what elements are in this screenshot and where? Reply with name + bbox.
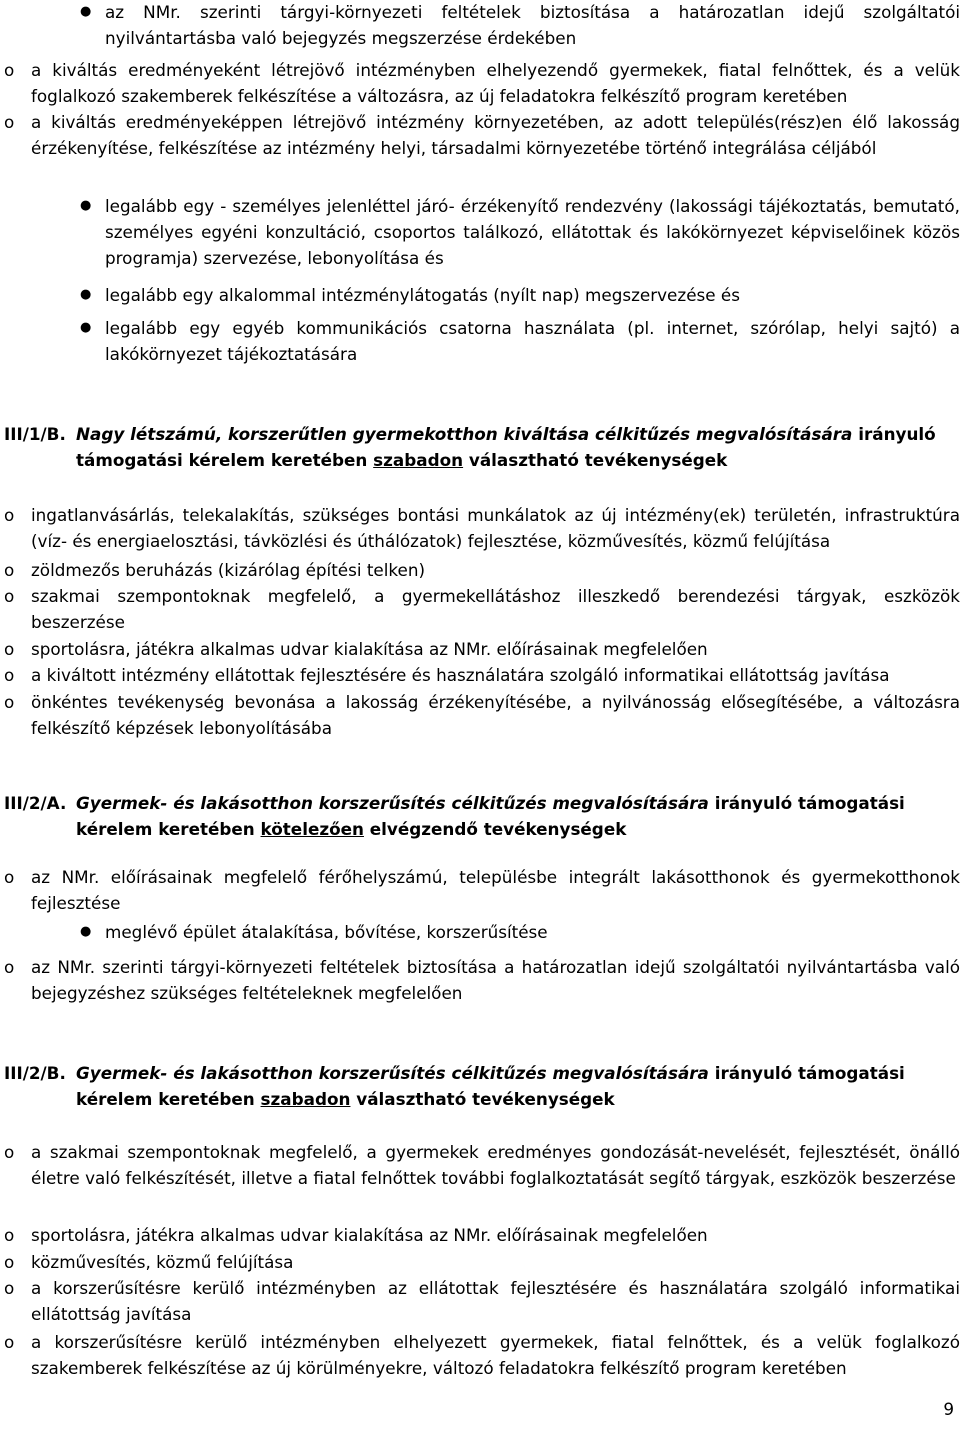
circle-marker: o bbox=[4, 586, 15, 606]
list-item-text: közművesítés, közmű felújítása bbox=[31, 1252, 294, 1272]
bullet-item bbox=[78, 193, 960, 271]
circle-marker: o bbox=[4, 60, 15, 80]
list-item-text: a kiváltott intézmény ellátottak fejlesztésére és használatára szolgáló informatikai ellátottság javítása bbox=[31, 665, 890, 685]
list-item bbox=[4, 557, 960, 583]
circle-marker: o bbox=[4, 1278, 15, 1298]
list-item-text: az NMr. előírásainak megfelelő férőhelyszámú, településbe integrált lakásotthonok és gyermekotthonok fejlesztése bbox=[31, 867, 960, 913]
section-title-italic: Gyermek- és lakásotthon korszerűsítés célkitűzés megvalósítására bbox=[76, 793, 709, 813]
bullet-marker: ● bbox=[80, 198, 92, 213]
list-item bbox=[4, 583, 960, 635]
list-item bbox=[4, 636, 960, 662]
bullet-marker: ● bbox=[80, 924, 92, 939]
circle-marker: o bbox=[4, 692, 15, 712]
circle-marker: o bbox=[4, 957, 15, 977]
section-title-text: elvégzendő tevékenységek bbox=[369, 819, 627, 839]
page-number: 9 bbox=[943, 1399, 954, 1419]
list-item-text: szakmai szempontoknak megfelelő, a gyermekellátáshoz illeszkedő berendezési tárgyak, eszközök beszerzése bbox=[31, 586, 960, 632]
section-number: III/2/B. bbox=[4, 1063, 66, 1083]
section-title-text: irányuló támogatási kérelem keretében bbox=[76, 793, 905, 839]
bullet-text: meglévő épület átalakítása, bővítése, korszerűsítése bbox=[105, 922, 548, 942]
section-heading-2a bbox=[4, 790, 960, 842]
list-item-text: ingatlanvásárlás, telekalakítás, szükséges bontási munkálatok az új intézmény(ek) területén, infrastruktúra (víz- és energiaelosztási, távközlési és úthálózatok) fejlesztése, közművesítés, közmű felújítása bbox=[31, 505, 960, 551]
bullet-text: legalább egy alkalommal intézménylátogatás (nyílt nap) megszervezése és bbox=[105, 285, 740, 305]
circle-marker: o bbox=[4, 665, 15, 685]
list-item bbox=[4, 1275, 960, 1327]
section-title-text: választható tevékenységek bbox=[356, 1089, 615, 1109]
list-item bbox=[4, 864, 960, 916]
list-item bbox=[4, 689, 960, 741]
circle-marker: o bbox=[4, 505, 15, 525]
list-item-text: a szakmai szempontoknak megfelelő, a gyermekek eredményes gondozását-nevelését, fejlesztését, önálló életre való felkészítését, illetve a fiatal felnőttek további foglalkoztatását segítő tárgyak, eszközök beszerzése bbox=[31, 1142, 960, 1188]
bullet-marker: ● bbox=[80, 287, 92, 302]
list-item bbox=[4, 1139, 960, 1191]
bullet-item bbox=[78, 315, 960, 367]
list-item bbox=[4, 1222, 960, 1248]
section-title-text: választható tevékenységek bbox=[468, 450, 728, 470]
list-item-text: a kiváltás eredményeképpen létrejövő intézmény környezetében, az adott település(rész)en élő lakosság érzékenyítése, felkészítése az intézmény helyi, társadalmi környezetébe történő integrálása céljából bbox=[31, 112, 960, 158]
list-item-text: a korszerűsítésre kerülő intézményben az ellátottak fejlesztésére és használatára szolgáló informatikai ellátottság javítása bbox=[31, 1278, 960, 1324]
circle-marker: o bbox=[4, 560, 15, 580]
bullet-text: az NMr. szerinti tárgyi-környezeti feltételek biztosítása a határozatlan idejű szolgáltatói nyilvántartásba való bejegyzés megszerzése érdekében bbox=[105, 2, 960, 48]
circle-marker: o bbox=[4, 1332, 15, 1352]
section-title-italic: Nagy létszámú, korszerűtlen gyermekotthon kiváltása célkitűzés megvalósítására bbox=[76, 424, 853, 444]
bullet-text: legalább egy egyéb kommunikációs csatorna használata (pl. internet, szórólap, helyi sajtó) a lakókörnyezet tájékoztatására bbox=[105, 318, 960, 364]
circle-marker: o bbox=[4, 1252, 15, 1272]
bullet-marker: ● bbox=[80, 4, 92, 19]
circle-marker: o bbox=[4, 112, 15, 132]
section-title-text: irányuló támogatási kérelem keretében bbox=[76, 1063, 905, 1109]
section-heading-1b bbox=[4, 421, 960, 473]
list-item bbox=[4, 502, 960, 554]
list-item-text: az NMr. szerinti tárgyi-környezeti feltételek biztosítása a határozatlan idejű szolgáltatói nyilvántartásba való bejegyzéshez szükséges feltételeknek megfelelően bbox=[31, 957, 960, 1003]
list-item-text: sportolásra, játékra alkalmas udvar kialakítása az NMr. előírásainak megfelelően bbox=[31, 1225, 708, 1245]
circle-marker: o bbox=[4, 1142, 15, 1162]
list-item bbox=[4, 57, 960, 109]
list-item bbox=[4, 1329, 960, 1381]
section-title-underlined: kötelezően bbox=[260, 819, 364, 839]
section-title-underlined: szabadon bbox=[260, 1089, 351, 1109]
list-item bbox=[4, 954, 960, 1006]
circle-marker: o bbox=[4, 867, 15, 887]
list-item bbox=[4, 1249, 960, 1275]
bullet-item bbox=[78, 282, 960, 308]
list-item bbox=[4, 109, 960, 161]
section-number: III/1/B. bbox=[4, 424, 66, 444]
list-item bbox=[4, 662, 960, 688]
section-title-text: irányuló támogatási kérelem keretében bbox=[76, 424, 936, 470]
bullet-item bbox=[78, 0, 960, 51]
list-item-text: a kiváltás eredményeként létrejövő intézményben elhelyezendő gyermekek, fiatal felnőttek, és a velük foglalkozó szakemberek felkészítése a változásra, az új feladatokra felkészítő program keretében bbox=[31, 60, 960, 106]
list-item-text: sportolásra, játékra alkalmas udvar kialakítása az NMr. előírásainak megfelelően bbox=[31, 639, 708, 659]
bullet-marker: ● bbox=[80, 320, 92, 335]
bullet-item bbox=[78, 919, 960, 945]
bullet-text: legalább egy - személyes jelenléttel járó- érzékenyítő rendezvény (lakossági tájékoztatás, bemutató, személyes egyéni konzultáció, csoportos találkozó, ellátottak és lakókörnyezet képviselőinek közös programja) szervezése, lebonyolítása és bbox=[105, 196, 960, 268]
section-title-italic: Gyermek- és lakásotthon korszerűsítés célkitűzés megvalósítására bbox=[76, 1063, 709, 1083]
list-item-text: a korszerűsítésre kerülő intézményben elhelyezett gyermekek, fiatal felnőttek, és a velük foglalkozó szakemberek felkészítése az új körülményekre, változó feladatokra felkészítő program keretében bbox=[31, 1332, 960, 1378]
section-title-underlined: szabadon bbox=[373, 450, 464, 470]
section-heading-2b bbox=[4, 1060, 960, 1112]
circle-marker: o bbox=[4, 639, 15, 659]
list-item-text: zöldmezős beruházás (kizárólag építési telken) bbox=[31, 560, 426, 580]
circle-marker: o bbox=[4, 1225, 15, 1245]
list-item-text: önkéntes tevékenység bevonása a lakosság érzékenyítésébe, a nyilvánosság elősegítésébe, a változásra felkészítő képzések lebonyolításába bbox=[31, 692, 960, 738]
section-number: III/2/A. bbox=[4, 793, 67, 813]
